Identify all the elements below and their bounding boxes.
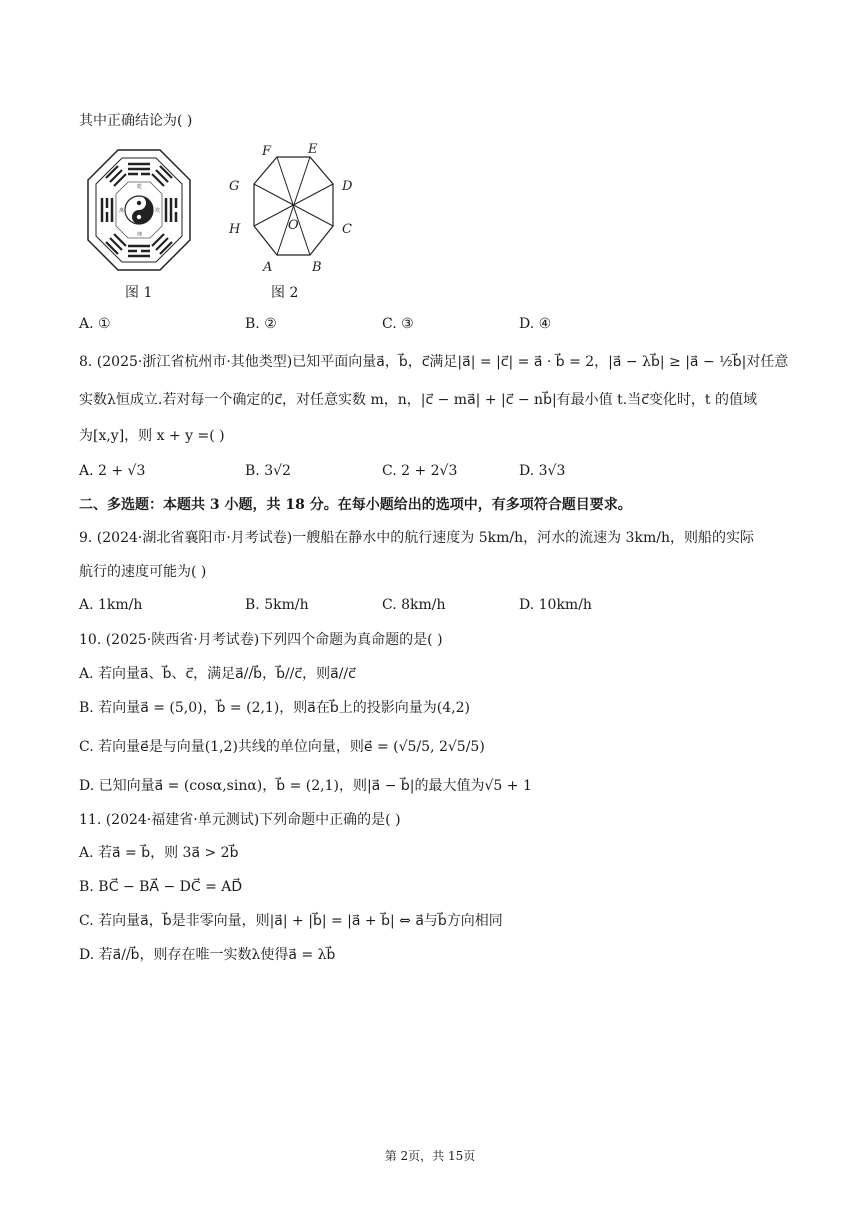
q7-option-c[interactable]: C. ③: [382, 316, 414, 332]
vertex-label-g: G: [229, 179, 240, 194]
q7-option-b[interactable]: B. ②: [245, 316, 277, 332]
vertex-label-d: D: [342, 179, 353, 194]
svg-text:离: 离: [119, 208, 125, 214]
q11-option-b[interactable]: B. BC⃗ − BA⃗ − DC⃗ = AD⃗: [79, 879, 243, 895]
octagon-figure: [225, 140, 360, 275]
vertex-label-b: B: [312, 260, 322, 275]
question-7-options: [79, 314, 779, 334]
question-8-options: [79, 461, 779, 481]
svg-text:坤: 坤: [137, 232, 143, 238]
svg-text:乾: 乾: [137, 184, 143, 190]
q8-option-a[interactable]: A. 2 + √3: [79, 463, 146, 479]
q9-option-d[interactable]: D. 10km/h: [519, 597, 592, 613]
vertex-label-h: H: [229, 222, 241, 237]
q7-option-d[interactable]: D. ④: [519, 316, 552, 332]
page-footer: 第 2页，共 15页: [384, 1149, 476, 1163]
q8-option-d[interactable]: D. 3√3: [519, 463, 566, 479]
svg-text:坎: 坎: [155, 208, 161, 214]
center-label-o: O: [288, 218, 299, 233]
question-8-line-1: 8. (2025·浙江省杭州市·其他类型)已知平面向量a⃗，b⃗，c⃗满足|a⃗| = |c⃗| = a⃗ · b⃗ = 2，|a⃗ − λb⃗| ≥ |a⃗ − ½b⃗|对任意: [79, 354, 789, 370]
bagua-figure: [86, 148, 192, 272]
question-8-line-3: 为[x,y]，则 x + y =( ): [79, 428, 225, 444]
q10-option-a[interactable]: A. 若向量a⃗、b⃗、c⃗，满足a⃗//b⃗，b⃗//c⃗，则a⃗//c⃗: [79, 666, 356, 682]
question-7-tail: 其中正确结论为( ): [79, 113, 193, 129]
vertex-label-f: F: [262, 144, 272, 159]
q10-option-c[interactable]: C. 若向量e⃗是与向量(1,2)共线的单位向量，则e⃗ = (√5/5, 2√5/5): [79, 739, 485, 755]
vertex-label-c: C: [342, 222, 352, 237]
q11-option-d[interactable]: D. 若a⃗//b⃗，则存在唯一实数λ使得a⃗ = λb⃗: [79, 947, 336, 963]
figure-1-caption: 图 1: [125, 285, 153, 301]
question-9-options: [79, 595, 779, 615]
question-8-line-2: 实数λ恒成立.若对每一个确定的c⃗，对任意实数 m，n，|c⃗ − ma⃗| + |c⃗ − nb⃗|有最小值 t.当c⃗变化时，t 的值域: [79, 392, 757, 408]
q10-option-d[interactable]: D. 已知向量a⃗ = (cosα,sinα)，b⃗ = (2,1)，则|a⃗ − b⃗|的最大值为√5 + 1: [79, 778, 532, 794]
vertex-label-e: E: [308, 142, 318, 157]
q9-option-b[interactable]: B. 5km/h: [245, 597, 309, 613]
question-11-stem: 11. (2024·福建省·单元测试)下列命题中正确的是( ): [79, 812, 401, 828]
question-9-line-2: 航行的速度可能为( ): [79, 564, 207, 580]
figure-2-caption: 图 2: [271, 285, 299, 301]
section-2-heading: 二、多选题：本题共 3 小题，共 18 分。在每小题给出的选项中，有多项符合题目要求。: [79, 497, 632, 513]
question-9-line-1: 9. (2024·湖北省襄阳市·月考试卷)一艘船在静水中的航行速度为 5km/h，河水的流速为 3km/h，则船的实际: [79, 530, 754, 546]
q11-option-a[interactable]: A. 若a⃗ = b⃗，则 3a⃗ > 2b⃗: [79, 845, 239, 861]
q8-option-b[interactable]: B. 3√2: [245, 463, 291, 479]
vertex-label-a: A: [263, 260, 273, 275]
question-10-stem: 10. (2025·陕西省·月考试卷)下列四个命题为真命题的是( ): [79, 632, 443, 648]
q7-option-a[interactable]: A. ①: [79, 316, 111, 332]
q11-option-c[interactable]: C. 若向量a⃗，b⃗是非零向量，则|a⃗| + |b⃗| = |a⃗ + b⃗| ⇔ a⃗与b⃗方向相同: [79, 913, 503, 929]
q9-option-a[interactable]: A. 1km/h: [79, 597, 143, 613]
q10-option-b[interactable]: B. 若向量a⃗ = (5,0)，b⃗ = (2,1)，则a⃗在b⃗上的投影向量为(4,2): [79, 700, 470, 716]
q8-option-c[interactable]: C. 2 + 2√3: [382, 463, 458, 479]
q9-option-c[interactable]: C. 8km/h: [382, 597, 446, 613]
